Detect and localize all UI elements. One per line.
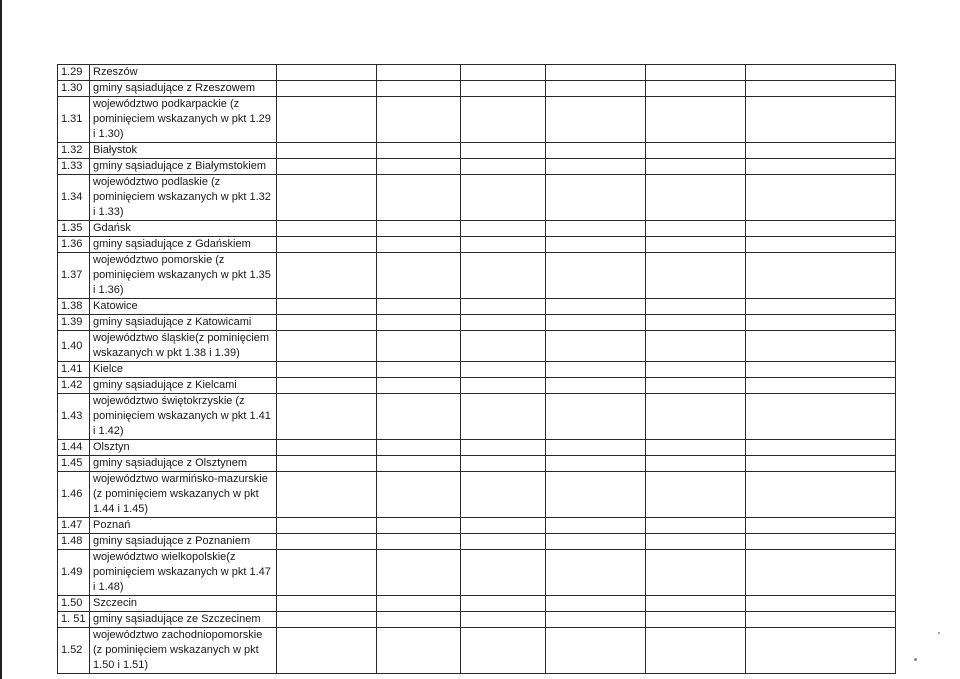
empty-cell: [277, 534, 377, 550]
empty-cell: [277, 378, 377, 394]
row-name: województwo świętokrzyskie (z pominięciem wskazanych w pkt 1.41 i 1.42): [90, 394, 277, 440]
empty-cell: [546, 550, 646, 596]
empty-cell: [277, 65, 377, 81]
empty-cell: [546, 315, 646, 331]
empty-cell: [461, 612, 546, 628]
row-name: województwo warmińsko-mazurskie (z pominięciem wskazanych w pkt 1.44 i 1.45): [90, 472, 277, 518]
empty-cell: [646, 253, 746, 299]
row-number: 1. 51: [58, 612, 90, 628]
empty-cell: [746, 472, 896, 518]
empty-cell: [377, 253, 461, 299]
row-name: Kielce: [90, 362, 277, 378]
empty-cell: [377, 534, 461, 550]
row-name: gminy sąsiadujące z Gdańskiem: [90, 237, 277, 253]
row-name: Białystok: [90, 143, 277, 159]
empty-cell: [746, 550, 896, 596]
empty-cell: [646, 440, 746, 456]
empty-cell: [746, 518, 896, 534]
empty-cell: [546, 628, 646, 674]
empty-cell: [746, 440, 896, 456]
empty-cell: [461, 534, 546, 550]
empty-cell: [461, 440, 546, 456]
row-name: województwo pomorskie (z pominięciem wskazanych w pkt 1.35 i 1.36): [90, 253, 277, 299]
empty-cell: [546, 378, 646, 394]
region-table: [57, 64, 896, 674]
empty-cell: [646, 175, 746, 221]
empty-cell: [646, 221, 746, 237]
empty-cell: [746, 628, 896, 674]
empty-cell: [461, 331, 546, 362]
row-name: gminy sąsiadujące z Poznaniem: [90, 534, 277, 550]
empty-cell: [277, 394, 377, 440]
empty-cell: [646, 299, 746, 315]
empty-cell: [377, 394, 461, 440]
empty-cell: [277, 175, 377, 221]
table-row: [58, 440, 896, 456]
empty-cell: [377, 612, 461, 628]
scan-speck: [914, 658, 917, 661]
empty-cell: [277, 97, 377, 143]
table-row: [58, 518, 896, 534]
empty-cell: [746, 221, 896, 237]
empty-cell: [461, 550, 546, 596]
row-number: 1.30: [58, 81, 90, 97]
empty-cell: [377, 518, 461, 534]
empty-cell: [377, 143, 461, 159]
empty-cell: [277, 550, 377, 596]
row-name: województwo podkarpackie (z pominięciem wskazanych w pkt 1.29 i 1.30): [90, 97, 277, 143]
empty-cell: [461, 596, 546, 612]
empty-cell: [746, 159, 896, 175]
empty-cell: [377, 331, 461, 362]
empty-cell: [461, 456, 546, 472]
empty-cell: [277, 143, 377, 159]
empty-cell: [277, 440, 377, 456]
empty-cell: [461, 315, 546, 331]
table-row: [58, 612, 896, 628]
row-number: 1.52: [58, 628, 90, 674]
empty-cell: [377, 97, 461, 143]
empty-cell: [461, 237, 546, 253]
row-number: 1.44: [58, 440, 90, 456]
empty-cell: [461, 472, 546, 518]
scan-speck: [938, 632, 940, 634]
empty-cell: [646, 456, 746, 472]
empty-cell: [746, 253, 896, 299]
empty-cell: [646, 534, 746, 550]
empty-cell: [746, 534, 896, 550]
empty-cell: [377, 362, 461, 378]
row-name: województwo wielkopolskie(z pominięciem wskazanych w pkt 1.47 i 1.48): [90, 550, 277, 596]
empty-cell: [746, 394, 896, 440]
empty-cell: [277, 628, 377, 674]
scan-edge: [0, 0, 2, 679]
empty-cell: [546, 331, 646, 362]
row-name: województwo zachodniopomorskie (z pominięciem wskazanych w pkt 1.50 i 1.51): [90, 628, 277, 674]
table-row: [58, 253, 896, 299]
empty-cell: [646, 596, 746, 612]
row-number: 1.32: [58, 143, 90, 159]
row-name: gminy sąsiadujące z Rzeszowem: [90, 81, 277, 97]
empty-cell: [377, 299, 461, 315]
empty-cell: [546, 394, 646, 440]
empty-cell: [546, 65, 646, 81]
table-row: [58, 65, 896, 81]
empty-cell: [461, 81, 546, 97]
empty-cell: [277, 159, 377, 175]
row-number: 1.37: [58, 253, 90, 299]
table-row: [58, 534, 896, 550]
empty-cell: [461, 97, 546, 143]
empty-cell: [746, 612, 896, 628]
row-number: 1.29: [58, 65, 90, 81]
empty-cell: [646, 315, 746, 331]
row-name: Gdańsk: [90, 221, 277, 237]
empty-cell: [646, 612, 746, 628]
empty-cell: [377, 237, 461, 253]
empty-cell: [377, 221, 461, 237]
empty-cell: [746, 331, 896, 362]
table-row: [58, 472, 896, 518]
empty-cell: [546, 440, 646, 456]
empty-cell: [461, 143, 546, 159]
row-name: gminy sąsiadujące z Białymstokiem: [90, 159, 277, 175]
empty-cell: [377, 65, 461, 81]
empty-cell: [646, 97, 746, 143]
empty-cell: [546, 143, 646, 159]
empty-cell: [746, 315, 896, 331]
empty-cell: [746, 596, 896, 612]
empty-cell: [377, 596, 461, 612]
empty-cell: [646, 331, 746, 362]
empty-cell: [646, 362, 746, 378]
empty-cell: [646, 65, 746, 81]
empty-cell: [377, 159, 461, 175]
row-number: 1.31: [58, 97, 90, 143]
empty-cell: [746, 456, 896, 472]
empty-cell: [646, 81, 746, 97]
empty-cell: [461, 65, 546, 81]
table-body: [58, 65, 896, 674]
empty-cell: [646, 550, 746, 596]
row-number: 1.33: [58, 159, 90, 175]
empty-cell: [646, 378, 746, 394]
empty-cell: [461, 518, 546, 534]
row-number: 1.47: [58, 518, 90, 534]
empty-cell: [546, 159, 646, 175]
table-row: [58, 221, 896, 237]
empty-cell: [277, 331, 377, 362]
table-row: [58, 596, 896, 612]
row-name: Katowice: [90, 299, 277, 315]
empty-cell: [646, 143, 746, 159]
empty-cell: [277, 362, 377, 378]
row-number: 1.34: [58, 175, 90, 221]
empty-cell: [461, 175, 546, 221]
empty-cell: [277, 456, 377, 472]
row-number: 1.42: [58, 378, 90, 394]
empty-cell: [746, 299, 896, 315]
empty-cell: [746, 81, 896, 97]
empty-cell: [546, 472, 646, 518]
row-number: 1.36: [58, 237, 90, 253]
table-row: [58, 143, 896, 159]
row-name: Poznań: [90, 518, 277, 534]
empty-cell: [546, 534, 646, 550]
empty-cell: [377, 315, 461, 331]
empty-cell: [277, 299, 377, 315]
table-row: [58, 237, 896, 253]
row-number: 1.43: [58, 394, 90, 440]
table-row: [58, 550, 896, 596]
empty-cell: [746, 97, 896, 143]
empty-cell: [377, 378, 461, 394]
table-row: [58, 315, 896, 331]
table-row: [58, 175, 896, 221]
table-row: [58, 456, 896, 472]
row-number: 1.49: [58, 550, 90, 596]
empty-cell: [546, 97, 646, 143]
row-name: Rzeszów: [90, 65, 277, 81]
empty-cell: [746, 237, 896, 253]
empty-cell: [461, 378, 546, 394]
row-name: województwo podlaskie (z pominięciem wskazanych w pkt 1.32 i 1.33): [90, 175, 277, 221]
empty-cell: [546, 81, 646, 97]
empty-cell: [377, 81, 461, 97]
table-row: [58, 394, 896, 440]
empty-cell: [377, 175, 461, 221]
row-name: gminy sąsiadujące z Katowicami: [90, 315, 277, 331]
empty-cell: [461, 299, 546, 315]
empty-cell: [277, 612, 377, 628]
empty-cell: [646, 518, 746, 534]
empty-cell: [546, 596, 646, 612]
empty-cell: [277, 221, 377, 237]
empty-cell: [546, 175, 646, 221]
empty-cell: [546, 518, 646, 534]
row-number: 1.38: [58, 299, 90, 315]
table-row: [58, 362, 896, 378]
empty-cell: [377, 628, 461, 674]
empty-cell: [646, 159, 746, 175]
row-number: 1.45: [58, 456, 90, 472]
empty-cell: [277, 315, 377, 331]
empty-cell: [377, 456, 461, 472]
empty-cell: [546, 362, 646, 378]
row-number: 1.40: [58, 331, 90, 362]
row-number: 1.50: [58, 596, 90, 612]
row-name: gminy sąsiadujące z Olsztynem: [90, 456, 277, 472]
empty-cell: [746, 362, 896, 378]
empty-cell: [277, 518, 377, 534]
row-number: 1.41: [58, 362, 90, 378]
table-row: [58, 331, 896, 362]
empty-cell: [546, 456, 646, 472]
empty-cell: [277, 596, 377, 612]
empty-cell: [461, 362, 546, 378]
empty-cell: [461, 394, 546, 440]
row-number: 1.35: [58, 221, 90, 237]
empty-cell: [277, 237, 377, 253]
empty-cell: [746, 378, 896, 394]
empty-cell: [746, 143, 896, 159]
empty-cell: [546, 253, 646, 299]
empty-cell: [746, 175, 896, 221]
empty-cell: [646, 394, 746, 440]
empty-cell: [461, 628, 546, 674]
empty-cell: [377, 550, 461, 596]
empty-cell: [546, 299, 646, 315]
empty-cell: [377, 440, 461, 456]
row-name: województwo śląskie(z pominięciem wskazanych w pkt 1.38 i 1.39): [90, 331, 277, 362]
empty-cell: [277, 81, 377, 97]
row-name: Szczecin: [90, 596, 277, 612]
table-row: [58, 159, 896, 175]
row-name: Olsztyn: [90, 440, 277, 456]
empty-cell: [277, 472, 377, 518]
row-number: 1.46: [58, 472, 90, 518]
empty-cell: [546, 237, 646, 253]
empty-cell: [277, 253, 377, 299]
empty-cell: [646, 628, 746, 674]
empty-cell: [646, 472, 746, 518]
table-row: [58, 97, 896, 143]
table-row: [58, 628, 896, 674]
row-name: gminy sąsiadujące ze Szczecinem: [90, 612, 277, 628]
table-row: [58, 299, 896, 315]
empty-cell: [746, 65, 896, 81]
empty-cell: [546, 221, 646, 237]
empty-cell: [461, 159, 546, 175]
empty-cell: [546, 612, 646, 628]
table-row: [58, 81, 896, 97]
empty-cell: [461, 253, 546, 299]
row-number: 1.39: [58, 315, 90, 331]
table-row: [58, 378, 896, 394]
row-number: 1.48: [58, 534, 90, 550]
empty-cell: [461, 221, 546, 237]
empty-cell: [646, 237, 746, 253]
empty-cell: [377, 472, 461, 518]
row-name: gminy sąsiadujące z Kielcami: [90, 378, 277, 394]
